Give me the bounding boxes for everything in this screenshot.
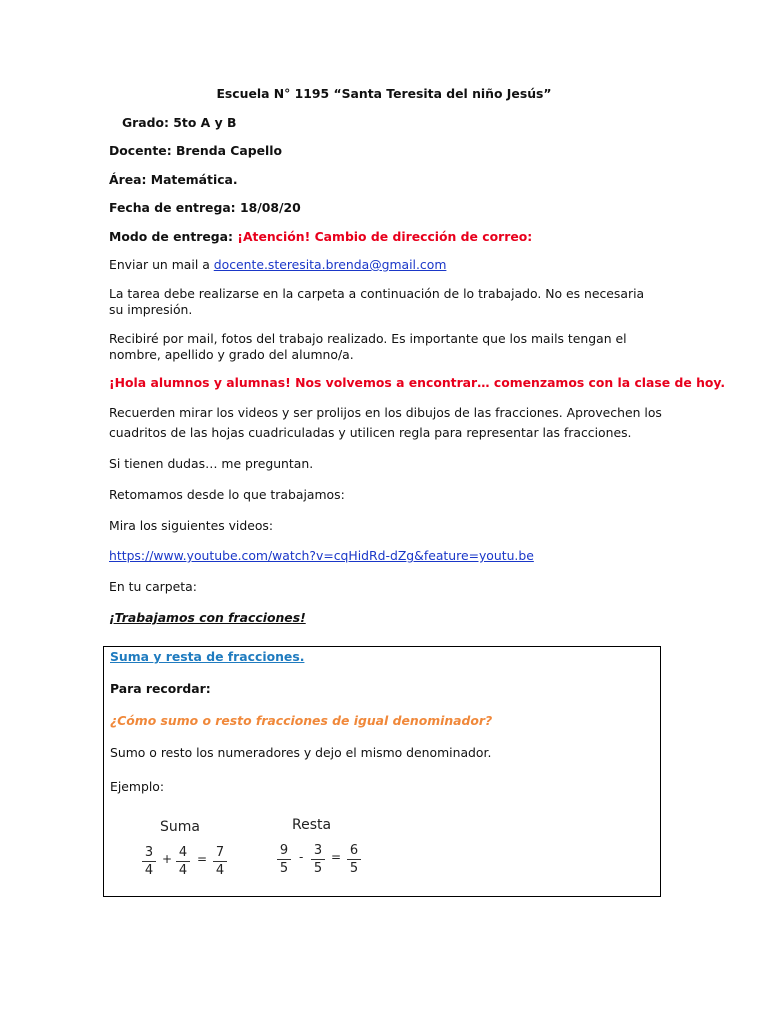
send-mail-line — [109, 257, 446, 273]
question-line: ¿Cómo sumo o resto fracciones de igual denominador? — [110, 713, 493, 728]
reminder-line-2: cuadritos de las hojas cuadriculadas y utilicen regla para representar las fracciones. — [109, 425, 632, 440]
fractions-heading: ¡Trabajamos con fracciones! — [109, 610, 306, 625]
send-mail-text: Enviar un mail a — [109, 257, 214, 272]
equals-sign: = — [331, 850, 342, 864]
fractions-box — [103, 646, 661, 897]
minus-sign: - — [299, 850, 304, 864]
delivery-mode-alert: ¡Atención! Cambio de dirección de correo: — [237, 229, 533, 244]
grade-line: Grado: 5to A y B — [122, 115, 237, 130]
delivery-mode-label: Modo de entrega: — [109, 229, 238, 244]
fraction-a: 9 5 — [277, 843, 291, 876]
video-link[interactable]: https://www.youtube.com/watch?v=cqHidRd-dZg&feature=youtu.be — [109, 548, 534, 563]
photos-paragraph: Recibiré por mail, fotos del trabajo realizado. Es importante que los mails tengan el nombre, apellido y grado del alumno/a. — [109, 331, 627, 362]
fraction-result: 7 4 — [213, 845, 227, 878]
addition-example — [142, 819, 252, 879]
area-line: Área: Matemática. — [109, 172, 238, 187]
questions-line: Si tienen dudas… me preguntan. — [109, 456, 314, 471]
school-title: Escuela N° 1195 “Santa Teresita del niño Jesús” — [216, 86, 552, 101]
subtraction-example — [277, 817, 387, 877]
reminder-line-1: Recuerden mirar los videos y ser prolijos en los dibujos de las fracciones. Aprovechen los — [109, 405, 662, 420]
delivery-mode-line — [109, 229, 532, 245]
example-label: Ejemplo: — [110, 779, 165, 794]
teacher-line: Docente: Brenda Capello — [109, 143, 283, 158]
fraction-b: 3 5 — [311, 843, 325, 876]
equals-sign: = — [197, 852, 208, 866]
task-paragraph: La tarea debe realizarse en la carpeta a continuación de lo trabajado. No es necesaria su impresión. — [109, 286, 645, 317]
plus-sign: + — [162, 852, 173, 866]
subtraction-title: Resta — [292, 817, 332, 833]
greeting-line: ¡Hola alumnos y alumnas! Nos volvemos a encontrar… comenzamos con la clase de hoy. — [109, 375, 726, 390]
fraction-result: 6 5 — [347, 843, 361, 876]
due-date-line: Fecha de entrega: 18/08/20 — [109, 200, 301, 215]
fraction-a: 3 4 — [142, 845, 156, 878]
addition-title: Suma — [160, 819, 200, 835]
videos-line: Mira los siguientes videos: — [109, 518, 274, 533]
remember-label: Para recordar: — [110, 681, 211, 696]
box-heading[interactable]: Suma y resta de fracciones. — [110, 649, 305, 664]
rule-line: Sumo o resto los numeradores y dejo el mismo denominador. — [110, 745, 492, 760]
folder-line: En tu carpeta: — [109, 579, 197, 594]
fraction-b: 4 4 — [176, 845, 190, 878]
resume-line: Retomamos desde lo que trabajamos: — [109, 487, 345, 502]
email-link[interactable]: docente.steresita.brenda@gmail.com — [213, 257, 447, 272]
